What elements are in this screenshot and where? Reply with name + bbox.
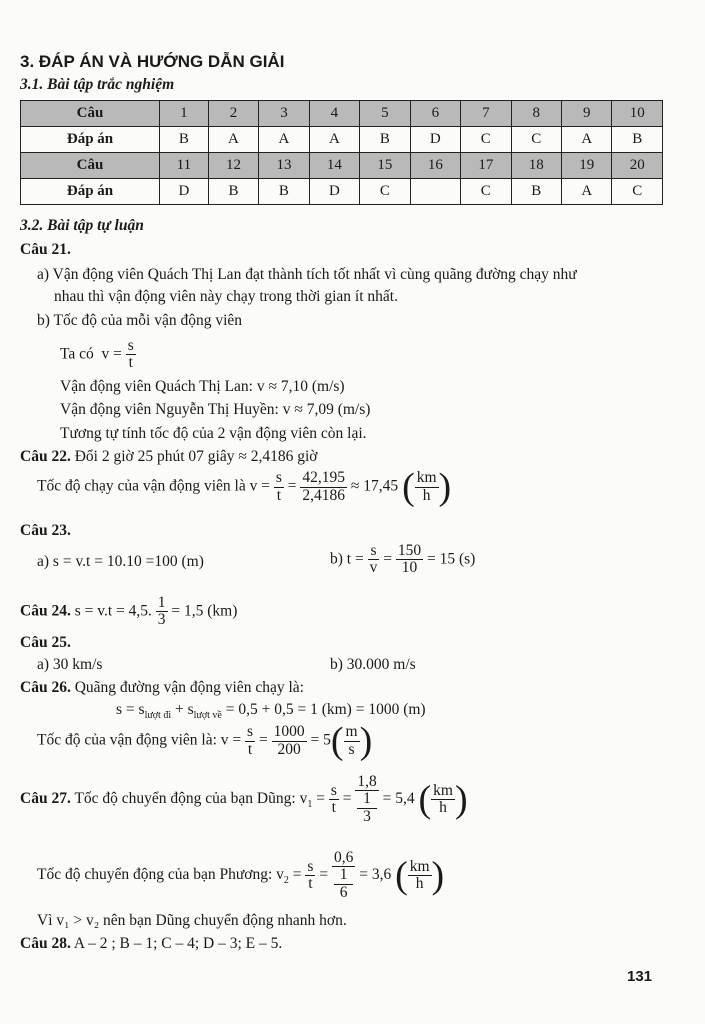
answer-cell: B	[360, 127, 410, 153]
question-number-cell: 7	[461, 101, 511, 127]
q23-a: a) s = v.t = 10.10 =100 (m)	[37, 553, 204, 570]
q27-den1	[355, 791, 378, 825]
q22-s: s	[275, 469, 282, 487]
q27-den2	[332, 867, 355, 901]
question-number-cell: 5	[360, 101, 410, 127]
q24-line	[20, 595, 237, 629]
answer-cell: B	[259, 179, 309, 205]
answer-cell: A	[562, 127, 612, 153]
question-number-cell: 20	[612, 153, 663, 179]
question-number-cell: 15	[360, 153, 410, 179]
answer-table	[20, 100, 663, 205]
page-number: 131	[627, 968, 653, 985]
q26-den: 200	[277, 740, 301, 758]
subsection-essay: 3.2. Bài tập tự luận	[20, 217, 144, 234]
q21-huyen: Vận động viên Nguyễn Thị Huyền: v ≈ 7,09 (m/s)	[60, 401, 371, 418]
q21-v-eq: v =	[101, 345, 122, 363]
q27-frac-value-2	[332, 850, 355, 901]
q21-fraction	[126, 338, 136, 372]
q26-unit-num: m	[345, 723, 358, 741]
q22-title: Câu 22.	[20, 448, 71, 465]
answer-cell: A	[208, 127, 258, 153]
question-number-cell: 17	[461, 153, 511, 179]
q27-s-2: s	[307, 857, 314, 875]
answer-cell: D	[410, 127, 460, 153]
question-number-cell: 3	[259, 101, 309, 127]
q22-den: 2,4186	[302, 486, 346, 504]
q24-title: Câu 24.	[20, 602, 71, 620]
q27-s-1: s	[330, 781, 337, 799]
q26-s: s	[247, 723, 254, 741]
answer-cell: B	[160, 127, 209, 153]
q27-unit-2	[408, 859, 432, 893]
q27-unit-num-2: km	[409, 857, 430, 875]
q22-v-eq: v =	[249, 477, 270, 495]
q27-sub2: 2	[283, 875, 289, 887]
question-number-cell: 10	[612, 101, 663, 127]
q22-text: Đổi 2 giờ 25 phút 07 giây ≈ 2,4186 giờ	[74, 448, 318, 465]
q27-v2: v	[276, 865, 284, 883]
q27-title: Câu 27.	[20, 789, 71, 807]
q27-unit-num-1: km	[433, 781, 453, 799]
q27-den1-num: 1	[357, 791, 376, 808]
q26-unit	[344, 724, 360, 758]
q21-formula	[60, 338, 136, 372]
section-title: 3. ĐÁP ÁN VÀ HƯỚNG DẪN GIẢI	[20, 52, 285, 71]
question-number-cell: 13	[259, 153, 309, 179]
q24-result: = 1,5 (km)	[171, 602, 238, 620]
table-row-label: Đáp án	[21, 179, 160, 205]
q27-num2: 0,6	[333, 849, 354, 866]
q25-b: b) 30.000 m/s	[330, 656, 416, 673]
question-number-cell: 12	[208, 153, 258, 179]
answer-cell: C	[612, 179, 663, 205]
q26-eq-s: s = s	[116, 701, 145, 718]
question-number-cell: 4	[309, 101, 359, 127]
answer-cell: C	[511, 127, 561, 153]
q22-result: ≈ 17,45	[350, 477, 399, 495]
q21-b: b) Tốc độ của mỗi vận động viên	[37, 312, 243, 329]
q21-lan: Vận động viên Quách Thị Lan: v ≈ 7,10 (m/s)	[60, 378, 345, 395]
answer-cell: C	[461, 179, 511, 205]
q22-lead: Tốc độ chạy của vận động viên là	[37, 477, 246, 495]
q27-frac-st-1	[329, 783, 339, 817]
q27-lead1: Tốc độ chuyển động của bạn Dũng:	[74, 789, 296, 807]
q24-lead: s = v.t = 4,5.	[74, 602, 152, 620]
answer-cell: A	[259, 127, 309, 153]
q25-a: a) 30 km/s	[37, 656, 103, 673]
answer-cell: D	[309, 179, 359, 205]
table-row-label: Đáp án	[21, 127, 160, 153]
answer-cell: B	[208, 179, 258, 205]
q24-den: 3	[157, 611, 166, 629]
question-number-cell: 9	[562, 101, 612, 127]
q23-frac-value	[396, 543, 423, 577]
q27-sub1: 1	[307, 799, 313, 811]
q21-a-line2: nhau thì vận động viên này chạy trong thời gian ít nhất.	[54, 288, 398, 305]
question-number-cell: 8	[511, 101, 561, 127]
q26-unit-den: s	[348, 740, 355, 758]
q27-frac-value-1	[355, 774, 378, 825]
q26-v-eq: v =	[220, 731, 242, 749]
q23-num: 150	[397, 542, 422, 559]
q27-conclusion: Vì v₁ > v₂ nên bạn Dũng chuyển động nhanh hơn.	[37, 912, 347, 929]
q27-frac-st-2	[305, 859, 315, 893]
q27-den2-num: 1	[334, 867, 353, 884]
q27-unit-den-2: h	[415, 874, 424, 892]
q21-a-line1: a) Vận động viên Quách Thị Lan đạt thành tích tốt nhất vì cùng quãng đường chạy như	[37, 266, 577, 283]
q22-unit-num: km	[416, 469, 437, 487]
table-row-label: Câu	[21, 101, 160, 127]
q22-unit	[415, 470, 439, 504]
q26-frac-st	[245, 724, 255, 758]
question-number-cell: 2	[208, 101, 258, 127]
q28-line	[20, 935, 282, 953]
q22-formula: Tốc độ chạy của vận động viên là v = $\frac{s}{t}$ = $\frac{42,195}{2,4186}$ ≈ 17,45 ( $\frac{km}{h}$ )	[37, 466, 452, 508]
q25-title: Câu 25.	[20, 634, 71, 651]
q26-title: Câu 26.	[20, 679, 71, 696]
q22-num: 42,195	[302, 469, 346, 487]
question-number-cell: 1	[160, 101, 209, 127]
answer-cell: C	[360, 179, 410, 205]
q27-den2-den: 6	[339, 883, 348, 901]
q26-text: Quãng đường vận động viên chạy là:	[74, 679, 304, 696]
q22-frac-value	[300, 470, 347, 504]
q26-distance-eq	[116, 701, 426, 721]
question-number-cell: 6	[410, 101, 460, 127]
answer-cell	[410, 179, 460, 205]
q27-unit-den-1: h	[439, 798, 447, 816]
q27-result1: = 5,4	[382, 789, 415, 807]
q26-frac-value	[272, 724, 307, 758]
q21-title: Câu 21.	[20, 241, 71, 258]
q23-b-result: = 15 (s)	[426, 550, 476, 568]
q21-t: t	[128, 354, 133, 372]
q22-t: t	[276, 486, 282, 504]
q23-frac-sv	[368, 543, 380, 577]
q26-sub-di: lượt đi	[144, 710, 172, 722]
q28-text: A – 2 ; B – 1; C – 4; D – 3; E – 5.	[73, 935, 283, 952]
q27-den1-den: 3	[363, 807, 371, 825]
answer-cell: D	[160, 179, 209, 205]
table-row	[21, 127, 663, 153]
q21-other: Tương tự tính tốc độ của 2 vận động viên còn lại.	[60, 425, 367, 442]
q27-num1: 1,8	[357, 773, 377, 790]
question-number-cell: 11	[160, 153, 209, 179]
q23-title: Câu 23.	[20, 522, 71, 539]
q27-t-2: t	[308, 874, 313, 892]
answer-cell: B	[511, 179, 561, 205]
q28-title: Câu 28.	[20, 935, 71, 952]
q27-line1: Câu 27. Tốc độ chuyển động của bạn Dũng: $v_1$ = $\frac{s}{t}$ = 1,8 1 3 = 5,4 ( $\frac{km}{h}$ )	[20, 773, 468, 825]
q24-frac	[156, 595, 168, 629]
q26-num: 1000	[273, 723, 305, 741]
table-row	[21, 101, 663, 127]
q21-taco: Ta có	[60, 345, 94, 363]
answer-cell: A	[562, 179, 612, 205]
q23-s: s	[368, 543, 380, 560]
q22-line	[20, 448, 317, 466]
q24-num: 1	[157, 594, 166, 611]
table-row	[21, 153, 663, 179]
q27-line2: Tốc độ chuyển động của bạn Phương: $v_2$ = $\frac{s}{t}$ = 0,6 1 6 = 3,6 ( $\frac{km}{h}$ )	[37, 849, 445, 901]
q27-t-1: t	[331, 798, 336, 816]
q26-result: = 5	[310, 731, 331, 749]
answer-cell: B	[612, 127, 663, 153]
q23-den: 10	[401, 559, 418, 577]
question-number-cell: 19	[562, 153, 612, 179]
question-number-cell: 18	[511, 153, 561, 179]
q21-s: s	[127, 337, 134, 354]
answer-cell: C	[461, 127, 511, 153]
q26-eq-rest: = 0,5 + 0,5 = 1 (km) = 1000 (m)	[225, 701, 426, 718]
q27-lead2: Tốc độ chuyển động của bạn Phương:	[37, 865, 273, 883]
question-number-cell: 16	[410, 153, 460, 179]
q26-plus-s: + s	[174, 701, 194, 718]
table-row	[21, 179, 663, 205]
q26-t: t	[247, 740, 253, 758]
q23-b: b) t = $\frac{s}{v}$ = $\frac{150}{10}$ = 15 (s)	[330, 542, 476, 577]
answer-cell: A	[309, 127, 359, 153]
q27-v1: v	[299, 789, 308, 807]
q22-frac-st	[274, 470, 284, 504]
q26-sub-ve: lượt về	[193, 710, 222, 722]
q23-v: v	[369, 559, 378, 577]
q22-unit-den: h	[422, 486, 431, 504]
q27-unit-1	[431, 783, 455, 817]
q26-line	[20, 679, 304, 697]
table-row-label: Câu	[21, 153, 160, 179]
question-number-cell: 14	[309, 153, 359, 179]
q23-b-lead: b) t =	[330, 550, 364, 568]
q26-lead: Tốc độ của vận động viên là:	[37, 731, 217, 749]
subsection-multiple-choice: 3.1. Bài tập trắc nghiệm	[20, 76, 175, 93]
q27-result2: = 3,6	[359, 865, 392, 883]
q26-formula: Tốc độ của vận động viên là: v = $\frac{s}{t}$ = $\frac{1000}{200}$ = 5( $\frac{m}{s}$ )	[37, 720, 373, 762]
